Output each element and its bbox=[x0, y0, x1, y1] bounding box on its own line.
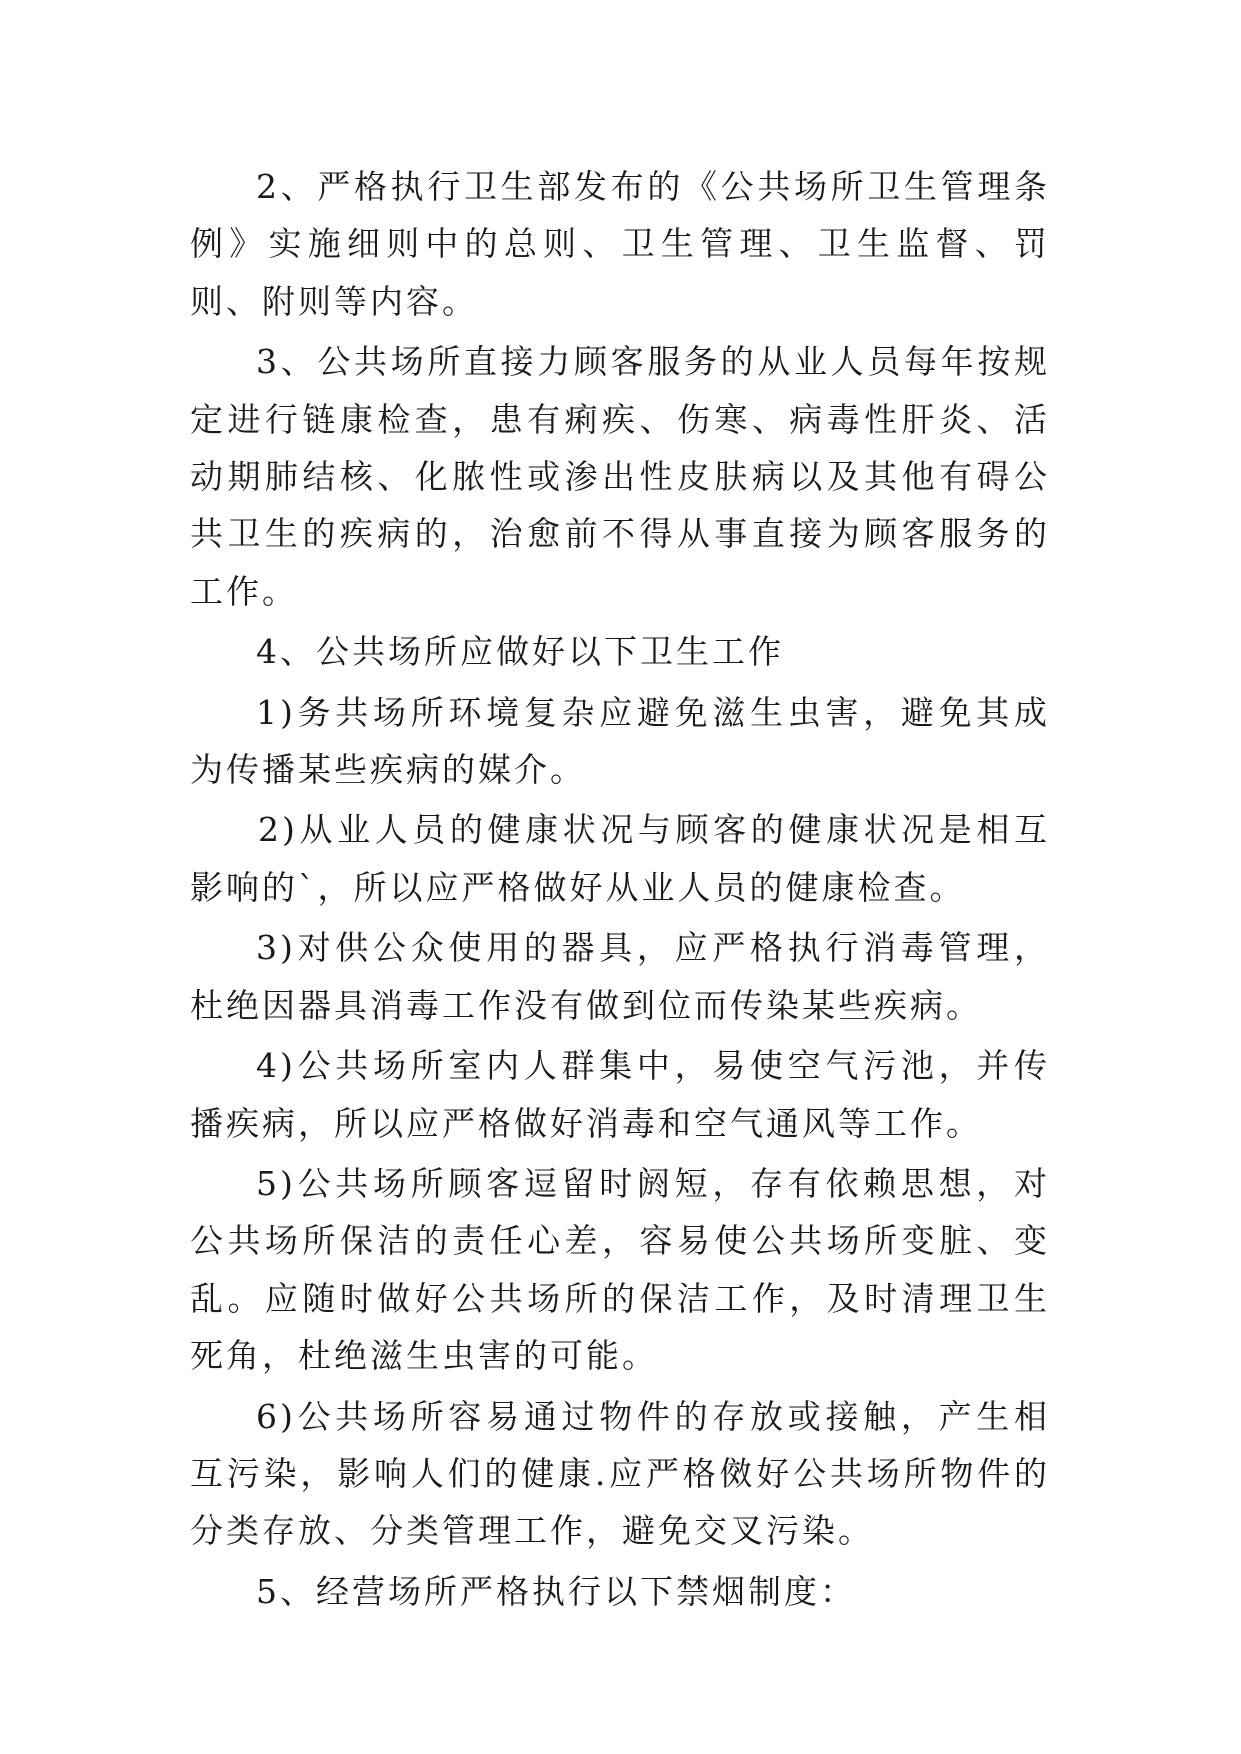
paragraph-subitem-4: 4)公共场所室内人群集中，易使空气污池，并传播疾病，所以应严格做好消毒和空气通风等工作。 bbox=[190, 1046, 1050, 1143]
paragraph-subitem-3: 3)对供公众使用的器具，应严格执行消毒管理，杜绝因器具消毒工作没有做到位而传染某些疾病。 bbox=[190, 928, 1050, 1025]
paragraph-subitem-6: 6)公共场所容易通过物件的存放或接触，产生相互污染，影响人们的健康.应严格傚好公共场所物件的分类存放、分类管理工作，避免交叉污染。 bbox=[190, 1396, 1050, 1551]
paragraph-item-4-heading: 4、公共场所应做好以下卫生工作 bbox=[256, 632, 784, 672]
paragraph-item-2: 2、严格执行卫生部发布的《公共场所卫生管理条例》实施细则中的总则、卫生管理、卫生监督、罚则、附则等内容。 bbox=[190, 167, 1050, 321]
paragraph-subitem-2: 2)从业人员的健康状况与顾客的健康状况是相互影响的`，所以应严格做好从业人员的健康检查。 bbox=[190, 810, 1050, 907]
document-body bbox=[190, 158, 1050, 1623]
paragraph-subitem-5: 5)公共场所顾客逗留时阏短，存有依赖思想，对公共场所保洁的责任心差，容易使公共场所变脏、变乱。应随时做好公共场所的保洁工作，及时清理卫生死角，杜绝滋生虫害的可能。 bbox=[190, 1163, 1050, 1376]
paragraph-item-5-heading: 5、经营场所严格执行以下禁烟制度： bbox=[256, 1571, 856, 1611]
paragraph-item-3: 3、公共场所直接力顾客服务的从业人员每年按规定进行链康检查，患有痢疾、伤寒、病毒性肝炎、活动期肺结核、化脓性或渗出性皮肤病以及其他有碍公共卫生的疾病的，治愈前不得从事直接为顾客服务的工作。 bbox=[190, 342, 1050, 611]
paragraph-subitem-1: 1)务共场所环境复杂应避免滋生虫害，避免其成为传播某些疾病的媒介。 bbox=[190, 692, 1050, 790]
